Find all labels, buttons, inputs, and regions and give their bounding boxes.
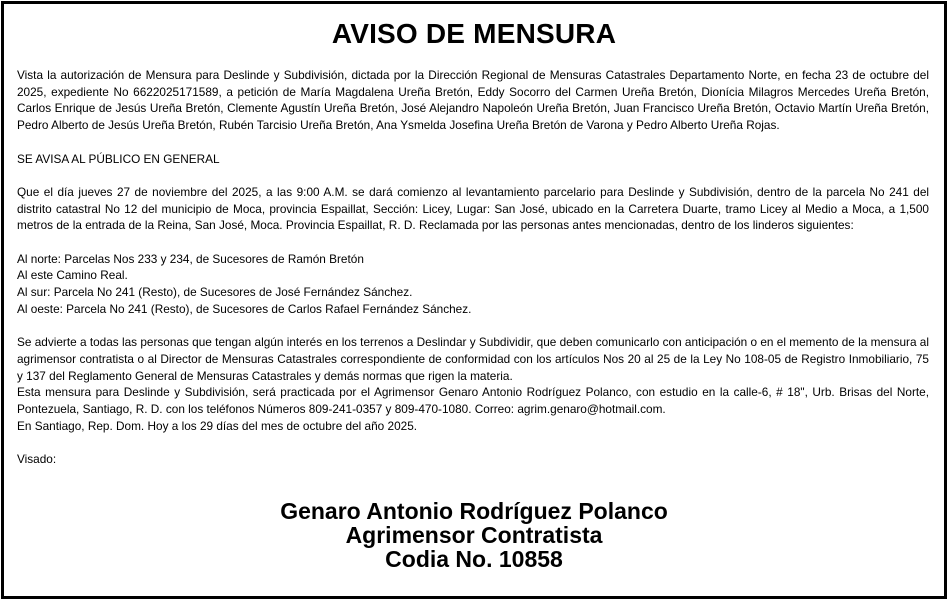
notice-body xyxy=(17,67,929,468)
signature-role: Agrimensor Contratista xyxy=(345,522,603,548)
place-date: En Santiago, Rep. Dom. Hoy a los 29 días del mes de octubre del año 2025. xyxy=(17,418,418,433)
warning-paragraph: Se advierte a todas las personas que tengan algún interés en los terrenos a Deslindar y Subdividir, que deben comunicarlo con anticipación o en el memento de la mensura al agrimensor contratista o al Director de Mensuras Catastrales correspondiente de conformidad con los artículos Nos 20 al 25 de la Ley No 108-05 de Registro Inmobiliario, 75 y 137 del Reglamento General de Mensuras Catastrales y demás normas que rigen la materia. xyxy=(17,335,929,383)
boundary-south: Al sur: Parcela No 241 (Resto), de Sucesores de José Fernández Sánchez. xyxy=(17,285,413,300)
notice-title: AVISO DE MENSURA xyxy=(331,18,617,49)
boundary-west: Al oeste: Parcela No 241 (Resto), de Sucesores de Carlos Rafael Fernández Sánchez. xyxy=(17,301,472,316)
survey-notice xyxy=(1,1,947,599)
boundary-north: Al norte: Parcelas Nos 233 y 234, de Sucesores de Ramón Bretón xyxy=(17,251,364,266)
practitioner-paragraph: Esta mensura para Deslinde y Subdivisión, será practicada por el Agrimensor Genaro Antonio Rodríguez Polanco, con estudio en la calle-6, # 18", Urb. Brisas del Norte, Pontezuela, Santiago, R. D. con los teléfonos Números 809-241-0357 y 809-470-1080. Correo: agrim.genaro@hotmail.com. xyxy=(17,385,929,416)
boundary-east: Al este Camino Real. xyxy=(17,268,128,283)
intro-paragraph: Vista la autorización de Mensura para Deslinde y Subdivisión, dictada por la Dirección Regional de Mensuras Catastrales Departamento Norte, en fecha 23 de octubre del 2025, expediente No 6622025171589, a petición de María Magdalena Ureña Bretón, Eddy Socorro del Carmen Ureña Bretón, Dionícia Milagros Mercedes Ureña Bretón, Carlos Enrique de Jesús Ureña Bretón, Clemente Agustín Ureña Bretón, José Alejandro Napoleón Ureña Bretón, Juan Francisco Ureña Bretón, Octavio Martín Ureña Bretón, Pedro Alberto de Jesús Ureña Bretón, Rubén Tarcisio Ureña Bretón, Ana Ysmelda Josefina Ureña Bretón de Varona y Pedro Alberto Ureña Rojas. xyxy=(17,68,929,133)
signature-name: Genaro Antonio Rodríguez Polanco xyxy=(280,498,668,524)
survey-details-paragraph: Que el día jueves 27 de noviembre del 2025, a las 9:00 A.M. se dará comienzo al levantamiento parcelario para Deslinde y Subdivisión, dentro de la parcela No 241 del distrito catastral No 12 del municipio de Moca, provincia Espaillat, Sección: Licey, Lugar: San José, ubicado en la Carretera Duarte, tramo Licey al Medio a Moca, a 1,500 metros de la entrada de la Reina, San José, Moca. Provincia Espaillat, R. D. Reclamada por las personas antes mencionadas, dentro de los linderos siguientes: xyxy=(17,184,929,233)
visado-label: Visado: xyxy=(17,452,57,467)
signature-block xyxy=(4,499,944,571)
public-notice-heading: SE AVISA AL PÚBLICO EN GENERAL xyxy=(17,151,220,166)
signature-codia: Codia No. 10858 xyxy=(385,546,563,572)
